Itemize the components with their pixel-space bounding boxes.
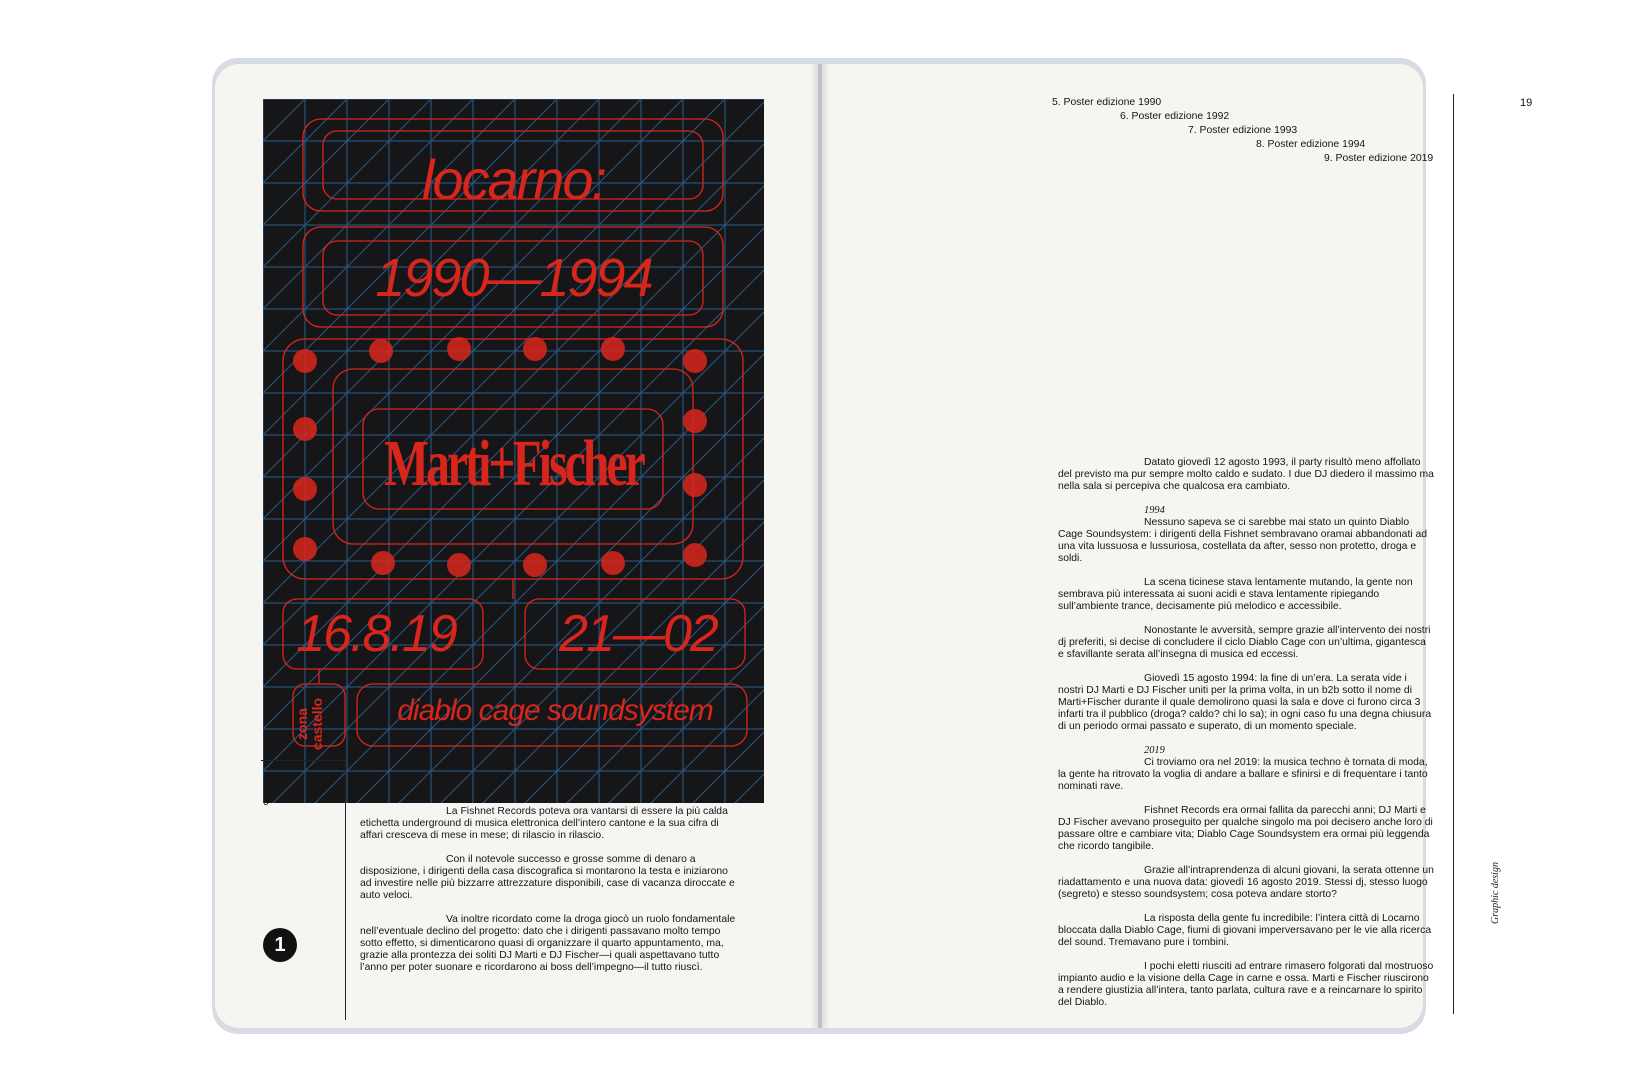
poster-time: 21—02: [559, 605, 717, 663]
paragraph: Grazie all’intraprendenza di alcuni giovani, la serata ottenne un riadattamento e una nuova data: giovedì 16 agosto 2019. Stessi dj, stesso luogo (segreto) e stesso soundsystem; cosa poteva andare storto?: [1058, 865, 1434, 900]
paragraph: Ci troviamo ora nel 2019: la musica techno è tornata di moda, la gente ha ritrovato la voglia di andare a ballare e sfinirsi e di frequentare i tanto nominati rave.: [1058, 757, 1428, 792]
caption: 9. Poster edizione 2019: [1324, 153, 1434, 164]
paragraph: Nonostante le avversità, sempre grazie all’intervento dei nostri dj preferiti, si decise di concludere il ciclo Diablo Cage con un’ultima, gigantesca e sfavillante serata all’insegna di musica ed eccessi.: [1058, 625, 1431, 660]
horizontal-rule: [261, 760, 345, 761]
paragraph: Con il notevole successo e grosse somme di denaro a disposizione, i dirigenti della casa discografica si montarono la testa e iniziarono ad investire nelle più bizzarre attrezzature disponibili, case di vacanza diroccate e auto veloci.: [360, 854, 735, 901]
open-book: [212, 58, 1533, 1034]
event-poster: [263, 99, 764, 803]
paragraph: Fishnet Records era ormai fallita da parecchi anni; DJ Marti e DJ Fischer avevano proseguito per qualche singolo ma poi decisero anche loro di passare oltre e cambiare vita; Diablo Cage Soundsystem era ormai più leggenda che ricordo tangibile.: [1058, 805, 1433, 852]
paragraph: Datato giovedì 12 agosto 1993, il party risultò meno affollato del previsto ma pur sempre molto caldo e sudato. I due DJ diedero il massimo ma nella sala si percepiva che qualcosa era cambiato.: [1058, 457, 1434, 492]
section-label: Graphic design: [1490, 862, 1501, 924]
figure-captions: [1052, 96, 1433, 166]
caption: 8. Poster edizione 1994: [1256, 139, 1366, 150]
poster-title: locarno:: [421, 148, 606, 211]
poster-years: 1990—1994: [375, 248, 652, 308]
paragraph: La Fishnet Records poteva ora vantarsi di essere la più calda etichetta underground di musica elettronica dell’intero cantone e la sua cifra di affari cresceva di mese in mese; di rilascio in rilascio.: [360, 806, 728, 841]
page-number-right: 19: [1520, 97, 1533, 109]
caption: 7. Poster edizione 1993: [1188, 125, 1298, 136]
column-rule: [1453, 94, 1454, 1014]
left-text-column: [360, 794, 740, 986]
chapter-badge: 1: [263, 928, 297, 962]
book-gutter: [810, 64, 830, 1028]
poster-venue-line1: zona: [294, 708, 310, 740]
page-number-left: 9: [263, 796, 270, 808]
section-year: 1993: [446, 794, 467, 805]
paragraph: Giovedì 15 agosto 1994: la fine di un’era. La serata vide i nostri DJ Marti e DJ Fischer uniti per la prima volta, in un b2b sotto il nome di Marti+Fischer durante il quale demolirono quasi la sala e dove ci furono circa 3 infarti tra il pubblico (droga? caldo? chi lo sa); in ogni caso fu una degna chiusura di un periodo ormai passato e superato, di un momento speciale.: [1058, 673, 1432, 732]
section-year: 1994: [1144, 505, 1165, 516]
poster-artists: Marti+Fischer: [384, 427, 643, 500]
right-page: [822, 64, 1533, 1028]
poster-footer: diablo cage soundsystem: [397, 694, 713, 727]
paragraph: La scena ticinese stava lentamente mutando, la gente non sembrava più interessata ai suoni acidi e stava lentamente ripiegando sull’ambiente trance, decisamente più melodico e accessibile.: [1058, 577, 1413, 612]
paragraph: I pochi eletti riusciti ad entrare rimasero folgorati dal mostruoso impianto audio e la visione della Cage in carne e ossa. Marti e Fischer riuscirono a rendere giustizia all’intera, tanto parlata, cultura rave e a reincarnare lo spirito del Diablo.: [1058, 961, 1434, 1008]
caption: 6. Poster edizione 1992: [1120, 111, 1230, 122]
caption: 5. Poster edizione 1990: [1052, 97, 1162, 108]
poster-date: 16.8.19: [296, 605, 456, 663]
paragraph: Va inoltre ricordato come la droga giocò un ruolo fondamentale nell’eventuale declino del progetto: dato che i dirigenti passavano molto tempo sotto effetto, si dimenticarono quasi di organizzare il quarto appuntamento, ma, grazie alla prontezza dei soliti DJ Marti e DJ Fischer—i quali aspettavano tutto l’anno per poter suonare e ricordarono ai boss dell’impegno—il tutto riuscì.: [360, 914, 736, 973]
poster-venue: [295, 689, 345, 759]
left-page: [215, 64, 818, 1028]
section-year: 2019: [1144, 745, 1165, 756]
right-text-column: [1058, 457, 1434, 1021]
paragraph: Nessuno sapeva se ci sarebbe mai stato un quinto Diablo Cage Soundsystem: i dirigenti della Fishnet sembravano oramai abbandonati ad una vita lussuosa e lussuriosa, costellata da after, sesso non protetto, droga e soldi.: [1058, 517, 1428, 564]
paragraph: La risposta della gente fu incredibile: l’intera città di Locarno bloccata dalla Diablo Cage, fiumi di giovani imperversavano per le vie alla ricerca del sound. Tremavano pure i tombini.: [1058, 913, 1432, 948]
column-rule: [345, 760, 346, 1020]
poster-venue-line2: castello: [309, 697, 325, 751]
